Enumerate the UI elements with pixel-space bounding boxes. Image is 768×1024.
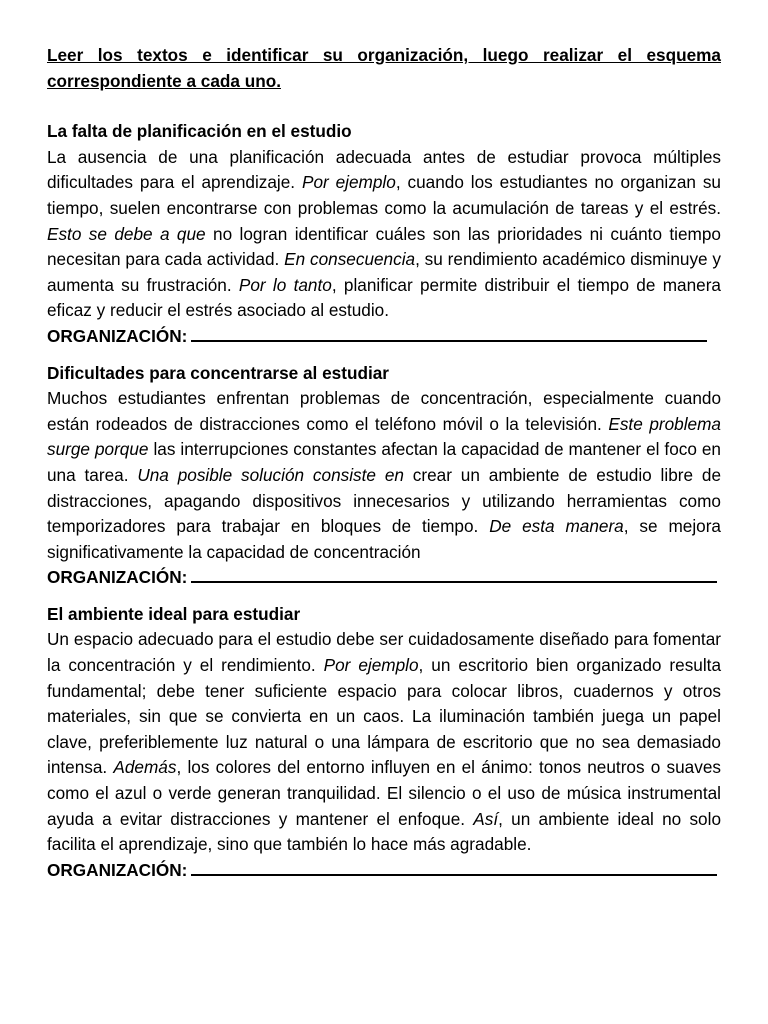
connector-phrase: Este problema surge porque bbox=[47, 413, 721, 460]
section-planning bbox=[47, 119, 721, 349]
section-paragraph bbox=[47, 627, 721, 857]
section-concentration bbox=[47, 361, 721, 591]
organization-label: ORGANIZACIÓN: bbox=[47, 859, 188, 880]
document-page bbox=[47, 43, 721, 894]
section-title: El ambiente ideal para estudiar bbox=[47, 603, 301, 624]
connector-phrase: Una posible solución consiste en bbox=[137, 464, 404, 485]
paragraph-text: , los colores del entorno influyen en el ánimo: tonos neutros o suaves como el azul o verde generan tranquilidad. El silencio o el uso de música instrumental ayuda a evitar distracciones y mantener el enfoque. bbox=[47, 757, 721, 829]
section-paragraph bbox=[47, 386, 721, 565]
organization-label: ORGANIZACIÓN: bbox=[47, 325, 188, 346]
section-title: Dificultades para concentrarse al estudiar bbox=[47, 362, 389, 383]
connector-phrase: Además bbox=[113, 757, 177, 778]
paragraph-text: La ausencia de una planificación adecuada antes de estudiar provoca múltiples dificultades para el aprendizaje. bbox=[47, 146, 721, 193]
answer-blank-line[interactable] bbox=[191, 566, 717, 583]
paragraph-text: , planificar permite distribuir el tiempo de manera eficaz y reducir el estrés asociado al estudio. bbox=[47, 274, 721, 321]
organization-row bbox=[47, 565, 721, 591]
paragraph-text: Muchos estudiantes enfrentan problemas de concentración, especialmente cuando están rodeados de distracciones como el teléfono móvil o la televisión. bbox=[47, 388, 721, 434]
connector-phrase: Por ejemplo bbox=[323, 655, 419, 676]
organization-label: ORGANIZACIÓN: bbox=[47, 567, 188, 588]
answer-blank-line[interactable] bbox=[191, 325, 707, 342]
paragraph-text: , su rendimiento académico disminuye y aumenta su frustración. bbox=[47, 249, 722, 295]
paragraph-text: , cuando los estudiantes no organizan su tiempo, suelen encontrarse con problemas como la acumulación de tareas y el estrés. bbox=[47, 172, 721, 218]
organization-row bbox=[47, 858, 721, 884]
instructions: Leer los textos e identificar su organización, luego realizar el esquema correspondiente a cada uno. bbox=[47, 45, 721, 91]
paragraph-text: , se mejora significativamente la capacidad de concentración bbox=[47, 516, 721, 562]
connector-phrase: Así bbox=[473, 808, 499, 829]
paragraph-text: Un espacio adecuado para el estudio debe ser cuidadosamente diseñado para fomentar la concentración y el rendimiento. bbox=[47, 629, 721, 676]
connector-phrase: De esta manera bbox=[489, 516, 624, 537]
organization-row bbox=[47, 324, 721, 350]
paragraph-text: las interrupciones constantes afectan la capacidad de mantener el foco en una tarea. bbox=[47, 439, 721, 485]
section-paragraph bbox=[47, 145, 721, 324]
paragraph-text: crear un ambiente de estudio libre de distracciones, apagando dispositivos innecesarios y utilizando herramientas como temporizadores para trabajar en bloques de tiempo. bbox=[47, 464, 722, 537]
connector-phrase: En consecuencia bbox=[284, 249, 416, 270]
connector-phrase: Esto se debe a que bbox=[47, 223, 206, 244]
section-title: La falta de planificación en el estudio bbox=[47, 121, 352, 142]
paragraph-text: , un escritorio bien organizado resulta fundamental; debe tener suficiente espacio para colocar libros, cuadernos y otros materiales, sin que se convierta en un caos. La iluminación también juega un papel clave, preferiblemente luz natural o una lámpara de escritorio que no sea demasiado intensa. bbox=[47, 655, 722, 778]
connector-phrase: Por lo tanto bbox=[238, 274, 332, 295]
connector-phrase: Por ejemplo bbox=[301, 172, 396, 193]
paragraph-text: no logran identificar cuáles son las prioridades ni cuánto tiempo necesitan para cada actividad. bbox=[47, 223, 721, 270]
section-environment bbox=[47, 602, 721, 884]
paragraph-text: , un ambiente ideal no solo facilita el aprendizaje, sino que también lo hace más agradable. bbox=[47, 808, 721, 855]
answer-blank-line[interactable] bbox=[191, 859, 717, 876]
